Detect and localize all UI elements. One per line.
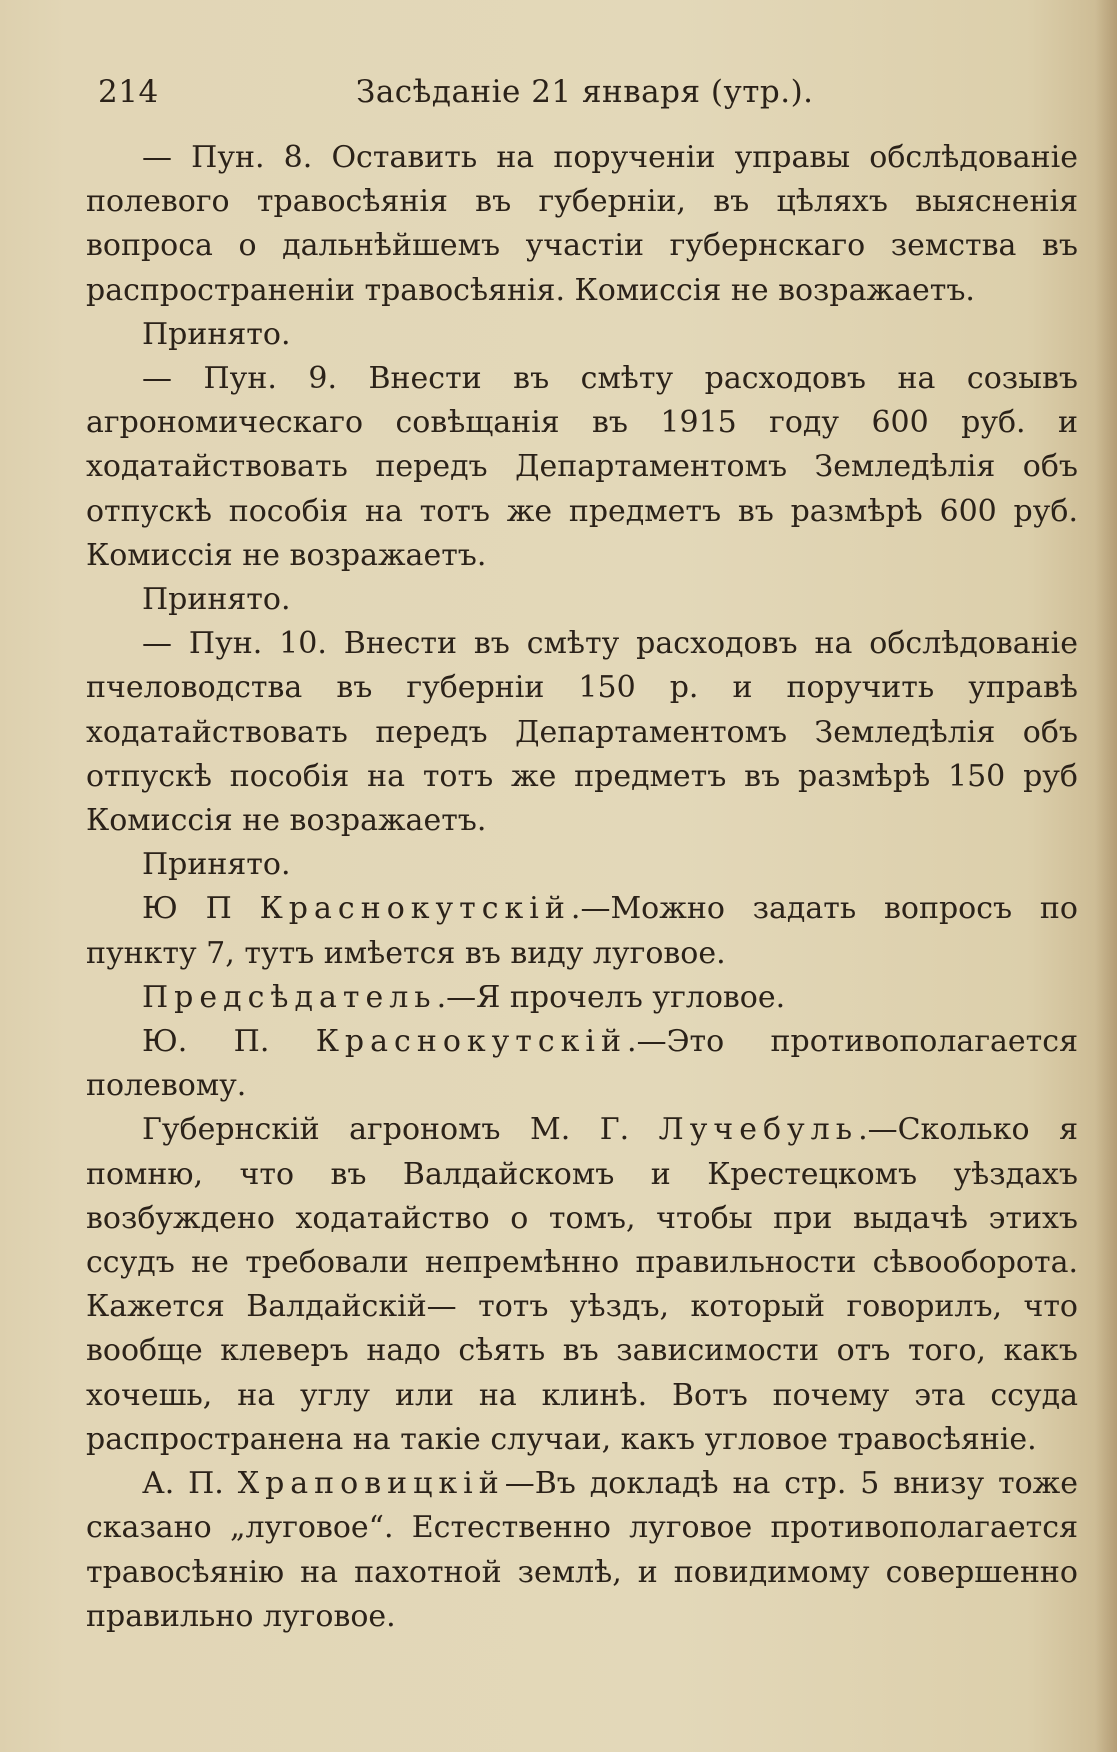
speech-text: .—Я прочелъ угловое. xyxy=(436,979,786,1015)
page-header xyxy=(98,72,838,112)
speaker-name: Краснокутскій xyxy=(315,1024,628,1060)
paragraph-text: — Пун. 10. Внести въ смѣту расходовъ на обслѣдованіе пчеловодства въ губерніи 150 р. и поручить управѣ ходатайствовать передъ Департаментомъ Земледѣлія объ отпускѣ пособія на тотъ же предметъ въ размѣрѣ 150 руб Комиссія не возражаетъ. xyxy=(86,626,1078,839)
paragraph-text: Принято. xyxy=(142,582,291,618)
speaker-name: Краснокутскій xyxy=(259,891,571,927)
paragraph-speech xyxy=(86,976,1078,1020)
paragraph-item-8 xyxy=(86,136,1078,313)
paragraph-item-10 xyxy=(86,622,1078,843)
speaker-name: Храповицкій xyxy=(237,1466,505,1502)
speaker-initials: Губернскій агрономъ М. Г. xyxy=(142,1112,630,1148)
paragraph-speech xyxy=(86,1108,1078,1462)
paragraph-accepted xyxy=(86,843,1078,887)
paragraph-text: Принято. xyxy=(142,847,291,883)
speaker-initials: Ю. П. xyxy=(142,1024,270,1060)
paragraph-accepted xyxy=(86,313,1078,357)
speech-text: .—Можно задать вопросъ по пункту 7, тутъ имѣется въ виду луговое. xyxy=(86,891,1078,971)
paragraph-accepted xyxy=(86,578,1078,622)
page-edge-shadow xyxy=(1095,0,1117,1752)
page-number: 214 xyxy=(98,74,159,110)
paragraph-speech xyxy=(86,1462,1078,1639)
speaker-initials: А. П. xyxy=(142,1466,224,1502)
speech-text: —Въ докладѣ на стр. 5 внизу тоже сказано „луговое“. Естественно луговое противополагается травосѣянію на пахотной землѣ, и повидимому совершенно правильно луговое. xyxy=(86,1466,1078,1634)
speech-text: .—Сколько я помню, что въ Валдайскомъ и Крестецкомъ уѣздахъ возбуждено ходатайство о томъ, чтобы при выдачѣ этихъ ссудъ не требовали непремѣнно правильности сѣвооборота. Кажется Валдайскій— тотъ уѣздъ, который говорилъ, что вообще клеверъ надо сѣять въ зависимости отъ того, какъ хочешь, на углу или на клинѣ. Вотъ почему эта ссуда распространена на такіе случаи, какъ угловое травосѣяніе. xyxy=(86,1112,1078,1457)
speaker-initials: Ю П xyxy=(142,891,232,927)
paragraph-speech xyxy=(86,1020,1078,1108)
paragraph-item-9 xyxy=(86,357,1078,578)
speaker-name: Лучебуль xyxy=(658,1112,859,1148)
speaker-name: Предсѣдатель xyxy=(142,979,437,1015)
paragraph-text: — Пун. 8. Оставить на порученіи управы обслѣдованіе полевого травосѣянія въ губерніи, въ цѣляхъ выясненія вопроса о дальнѣйшемъ участіи губернскаго земства въ распространеніи травосѣянія. Комиссія не возражаетъ. xyxy=(86,140,1078,308)
paragraph-speech xyxy=(86,887,1078,975)
running-title: Засѣданіе 21 января (утр.). xyxy=(356,74,814,110)
speech-text: .—Это противополагается полевому. xyxy=(86,1024,1078,1104)
paragraph-text: — Пун. 9. Внести въ смѣту расходовъ на созывъ агрономическаго совѣщанія въ 1915 году 600 руб. и ходатайствовать передъ Департаментомъ Земледѣлія объ отпускѣ пособія на тотъ же предметъ въ размѣрѣ 600 руб. Комиссія не возражаетъ. xyxy=(86,361,1078,573)
page-body xyxy=(86,136,1078,1639)
paragraph-text: Принято. xyxy=(142,316,291,352)
